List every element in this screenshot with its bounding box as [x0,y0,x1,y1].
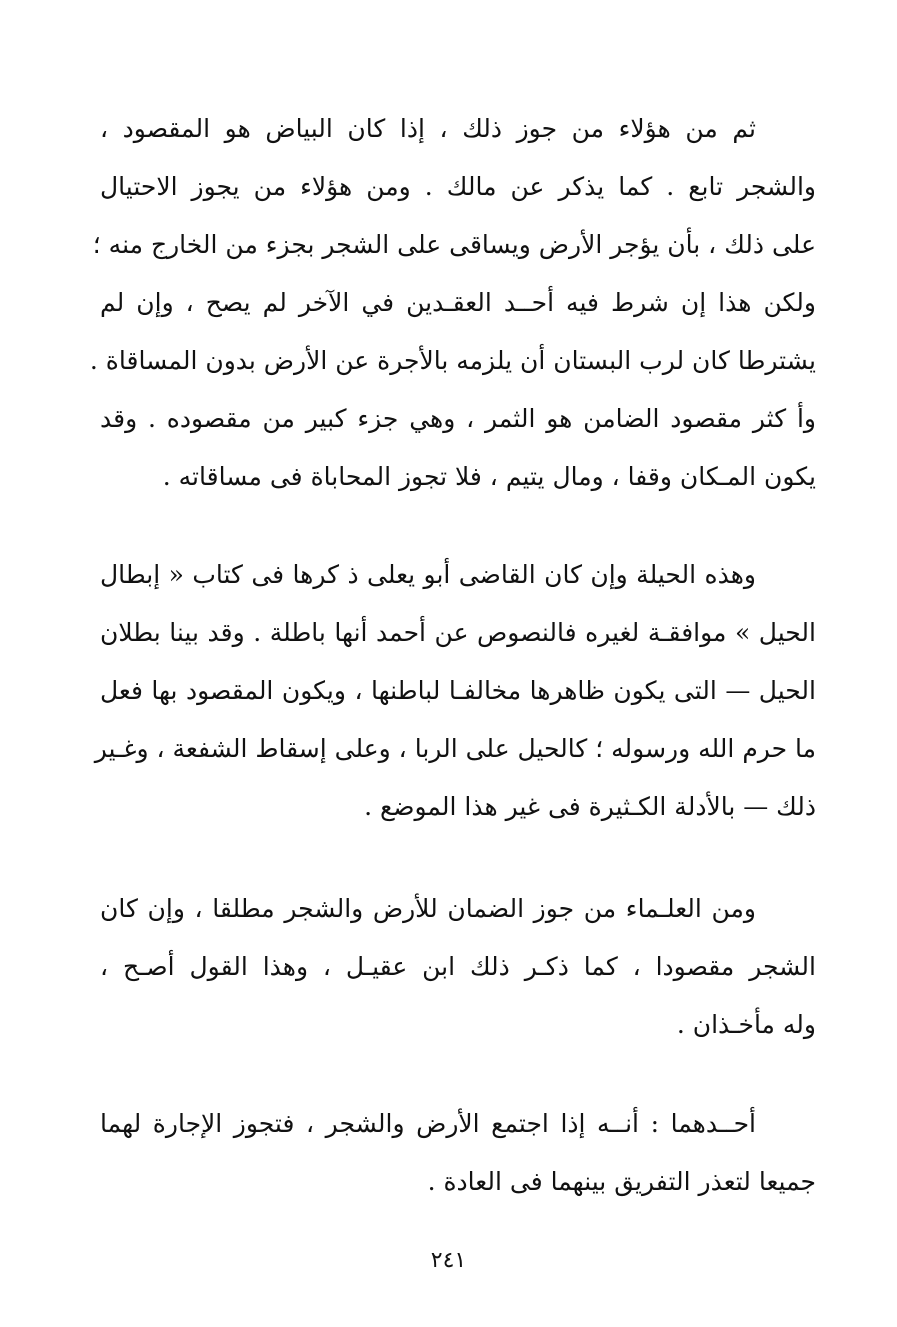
text-line: والشجر تابع . كما يذكر عن مالك . ومن هؤلاء من يجوز الاحتيال [100,172,816,201]
text-line: يكون المـكان وقفا ، ومال يتيم ، فلا تجوز المحاباة فى مساقاته . [162,462,816,491]
text-line: ومن العلـماء من جوز الضمان للأرض والشجر مطلقا ، وإن كان [100,894,756,923]
text-line: وأ كثر مقصود الضامن هو الثمر ، وهي جزء كبير من مقصوده . وقد [100,404,816,433]
text-line: وله مأخـذان . [676,1010,816,1039]
text-line: ذلك — بالأدلة الكـثيرة فى غير هذا الموضع . [364,792,816,821]
text-line: ثم من هؤلاء من جوز ذلك ، إذا كان البياض هو المقصود ، [100,114,756,143]
text-line: ما حرم الله ورسوله ؛ كالحيل على الربا ، وعلى إسقاط الشفعة ، وغـير [94,734,816,763]
text-line: على ذلك ، بأن يؤجر الأرض ويساقى على الشجر بجزء من الخارج منه ؛ [92,230,816,259]
text-line: يشترطا كان لرب البستان أن يلزمه بالأجرة عن الأرض بدون المساقاة . [89,346,816,375]
page-number: ٢٤١ [430,1248,467,1273]
text-line: الشجر مقصودا ، كما ذكـر ذلك ابن عقيـل ، وهذا القول أصـح ، [100,952,816,981]
paragraph-4 [100,1095,816,1211]
paragraph-1 [89,100,816,506]
text-line: جميعا لتعذر التفريق بينهما فى العادة . [427,1167,816,1196]
paragraph-2 [94,546,816,836]
text-line: أحــدهما : أنــه إذا اجتمع الأرض والشجر ، فتجوز الإجارة لهما [100,1109,756,1138]
text-line: الحيل — التى يكون ظاهرها مخالفـا لباطنها ، ويكون المقصود بها فعل [100,676,816,705]
text-line: ولكن هذا إن شرط فيه أحــد العقـدين في الآخر لم يصح ، وإن لم [100,288,816,317]
paragraph-3 [100,880,816,1054]
text-line: وهذه الحيلة وإن كان القاضى أبو يعلى ذ كرها فى كتاب « إبطال [100,560,756,589]
text-line: الحيل » موافقـة لغيره فالنصوص عن أحمد أنها باطلة . وقد بينا بطلان [100,618,816,647]
